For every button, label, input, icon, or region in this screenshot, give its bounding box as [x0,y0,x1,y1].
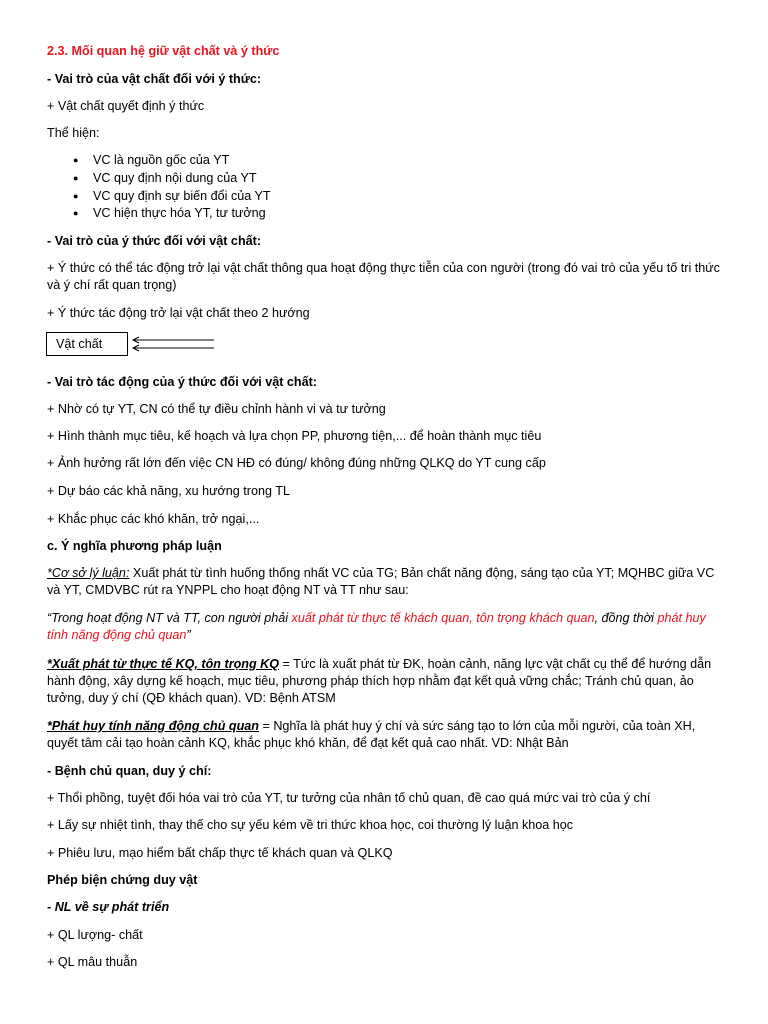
bullet-icon: ● [73,155,79,165]
impact-item: + Dự báo các khả năng, xu hướng trong TL [47,484,290,498]
subjective-paragraph [47,718,727,752]
law-item: + QL lượng- chất [47,928,143,942]
theoretical-basis-label: *Cơ sở lý luận: [47,566,130,580]
manifest-label: Thể hiện: [47,126,100,140]
development-principle-text: NL về sự phát triển [54,900,170,914]
disease-item: + Thổi phồng, tuyệt đối hóa vai trò của YT, tư tưởng của nhân tố chủ quan, đề cao quá mức vai trò của ý chí [47,791,651,805]
matter-box-label: Vật chất [56,337,103,351]
impact-item: + Ảnh hưởng rất lớn đến việc CN HĐ có đúng/ không đúng những QLKQ do YT cung cấp [47,456,546,470]
objective-paragraph [47,656,727,707]
quote-text: ” [186,628,191,642]
impact-item: + Nhờ có tự YT, CN có thể tự điều chỉnh hành vi và tư tưởng [47,402,386,416]
section-heading: 2.3. Mối quan hệ giữ vật chất và ý thức [47,44,280,58]
bullet-icon: ● [73,191,79,201]
methodology-title: c. Ý nghĩa phương pháp luận [47,539,222,553]
two-arrows-diagram [130,334,220,356]
role-of-consciousness-title: - Vai trò của ý thức đối với vật chất: [47,234,262,248]
bullet-item: VC quy định nội dung của YT [93,171,257,185]
quote-text: , đồng thời [594,611,658,625]
disease-item: + Lấy sự nhiệt tình, thay thế cho sự yếu kém về tri thức khoa học, coi thường lý luận khoa học [47,818,574,832]
bullet-item: VC là nguồn gốc của YT [93,153,230,167]
matter-box [46,332,128,356]
bullet-item: VC quy định sự biến đổi của YT [93,189,271,203]
theoretical-basis-paragraph [47,565,727,599]
subjective-text: = Nghĩa là phát huy ý chí và sức sáng tạo to lớn của mỗi người, của toàn XH, quyết tâm cải tạo hoàn cảnh KQ, khắc phục khó khăn, để đạt kết quả cao nhất. VD: Nhật Bản [47,719,696,750]
bullet-item: VC hiện thực hóa YT, tư tưởng [93,206,266,220]
impact-title: - Vai trò tác động của ý thức đối với vật chất: [47,375,317,389]
quote-emphasis: phát huy tính năng động chủ quan [47,611,706,642]
dialectics-title: Phép biện chứng duy vật [47,873,198,887]
matter-decides-line: + Vật chất quyết định ý thức [47,99,205,113]
theoretical-basis-text: Xuất phát từ tình huống thống nhất VC của TG; Bản chất năng động, sáng tạo của YT; MQHBC giữa VC và YT, CMDVBC rút ra YNPPL cho hoạt động NT và TT như sau: [47,566,715,597]
quote-emphasis: xuất phát từ thực tế khách quan, tôn trọng khách quan [291,611,595,625]
dash-prefix: - [47,900,55,914]
disease-item: + Phiêu lưu, mạo hiểm bất chấp thực tế khách quan và QLKQ [47,846,393,860]
quote-text: “Trong hoạt động NT và TT, con người phải [47,611,292,625]
consciousness-acts-paragraph: + Ý thức có thể tác động trở lại vật chất thông qua hoạt động thực tiễn của con người (trong đó vai trò của yếu tố tri thức và ý chí rất quan trọng) [47,261,720,292]
role-of-matter-title: - Vai trò của vật chất đối với ý thức: [47,72,262,86]
impact-item: + Hình thành mục tiêu, kế hoạch và lựa chọn PP, phương tiện,... để hoàn thành mục tiêu [47,429,542,443]
arrow-left-icon [133,337,214,343]
arrow-left-icon [133,345,214,351]
disease-title: - Bệnh chủ quan, duy ý chí: [47,764,212,778]
law-item: + QL mâu thuẫn [47,955,138,969]
subjective-label: *Phát huy tính năng động chủ quan [47,719,259,733]
objective-text: = Tức là xuất phát từ ĐK, hoàn cảnh, năng lực vật chất cụ thể để hướng dẫn hành động, xây dựng kế hoạch, mục tiêu, phương pháp thích hợp nhằm đạt kết quả vững chắc; Tránh chủ quan, ảo tưởng, duy ý chí (QĐ khách quan). VD: Bệnh ATSM [47,657,712,705]
quote-paragraph [47,610,727,644]
objective-label: *Xuất phát từ thực tế KQ, tôn trọng KQ [47,657,280,671]
two-directions-line: + Ý thức tác động trở lại vật chất theo 2 hướng [47,306,310,320]
development-principle-line [47,899,727,916]
bullet-icon: ● [73,208,79,218]
bullet-icon: ● [73,173,79,183]
impact-item: + Khắc phục các khó khăn, trở ngại,... [47,512,260,526]
